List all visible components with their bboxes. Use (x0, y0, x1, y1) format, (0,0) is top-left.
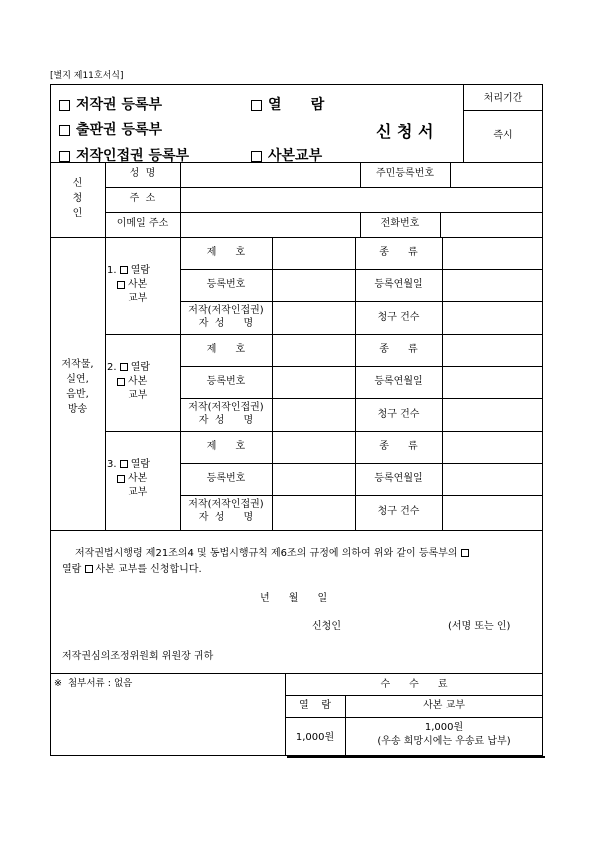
addressee: 저작권심의조정위원회 위원장 귀하 (62, 651, 214, 662)
title-view: 열 람 (251, 94, 324, 114)
work-kind-label: 종 류 (379, 247, 418, 258)
work-1-copy-checkbox[interactable] (117, 281, 125, 289)
title-copy-issuance: 사본교부 (251, 145, 322, 162)
email-label: 이메일 주소 (116, 218, 169, 229)
work-1-author-name-field[interactable] (273, 302, 354, 334)
email-field[interactable] (181, 213, 359, 236)
author-name-label: 저작(저작인접권) 자 성 명 (188, 402, 264, 426)
fee-copy-note: (우송 희망시에는 우송료 납부) (377, 736, 511, 747)
work-1-registration-number-field[interactable] (273, 270, 354, 300)
works-group-label: 저작물, 실연, 음반, 방송 (61, 359, 94, 415)
work-2-author-name-field[interactable] (273, 399, 354, 431)
registration-number-label: 등록번호 (206, 376, 246, 387)
sign-or-seal-label: (서명 또는 인) (448, 621, 511, 632)
work-2-copy-checkbox[interactable] (117, 378, 125, 386)
processing-period-value: 즉시 (493, 130, 513, 141)
request-count-label: 청구 건수 (377, 506, 420, 517)
resident-number-field[interactable] (451, 163, 542, 186)
title-publication-registry: 출판권 등록부 (59, 119, 162, 139)
work-1-title-field[interactable] (273, 238, 354, 268)
address-label: 주 소 (129, 193, 156, 204)
work-1-kind-field[interactable] (443, 238, 542, 268)
work-3-request-count-field[interactable] (443, 496, 542, 528)
work-3-copy-checkbox[interactable] (117, 475, 125, 483)
work-title-label: 제 호 (206, 344, 246, 355)
registration-date-label: 등록연월일 (374, 279, 423, 290)
work-kind-label: 종 류 (379, 441, 418, 452)
work-3-view-checkbox[interactable] (120, 460, 128, 468)
neighboring-rights-checkbox[interactable] (59, 151, 70, 162)
title-area (51, 86, 462, 162)
author-name-label: 저작(저작인접권) 자 성 명 (188, 499, 264, 523)
fee-view-column: 열 람 (298, 700, 332, 711)
work-3-title-field[interactable] (273, 432, 354, 462)
request-count-label: 청구 건수 (377, 312, 420, 323)
form-label: [별지 제11호서식] (50, 71, 124, 81)
fee-header: 수 수 료 (380, 679, 448, 690)
work-2-registration-number-field[interactable] (273, 367, 354, 397)
statement-line1: 저작권법시행령 제21조의4 및 동법시행규칙 제6조의 규정에 의하여 위와 같이 등록부의 (75, 548, 472, 560)
statement-view-checkbox[interactable] (461, 549, 469, 557)
work-1-request-count-field[interactable] (443, 302, 542, 334)
title-copyright-registry: 저작권 등록부 (59, 94, 162, 114)
work-title-label: 제 호 (206, 441, 246, 452)
statement-copy-checkbox[interactable] (85, 565, 93, 573)
work-request-type: 3. 열람 사본 교부 (107, 459, 151, 498)
registration-date-label: 등록연월일 (374, 376, 423, 387)
phone-label: 전화번호 (380, 218, 420, 229)
fee-box-shadow (287, 756, 545, 758)
processing-period-label: 처리기간 (483, 93, 523, 104)
work-3-author-name-field[interactable] (273, 496, 354, 528)
work-2-registration-date-field[interactable] (443, 367, 542, 397)
fee-copy-amount: 1,000원 (424, 722, 464, 733)
copy-issuance-checkbox[interactable] (251, 151, 262, 162)
resident-number-label: 주민등록번호 (376, 168, 434, 179)
work-kind-label: 종 류 (379, 344, 418, 355)
author-name-label: 저작(저작인접권) 자 성 명 (188, 305, 264, 329)
applicant-signature-label: 신청인 (312, 621, 341, 632)
address-field[interactable] (181, 188, 542, 211)
name-field[interactable] (181, 163, 359, 186)
request-count-label: 청구 건수 (377, 409, 420, 420)
fee-copy-column: 사본 교부 (423, 700, 465, 711)
view-checkbox[interactable] (251, 100, 262, 111)
work-2-view-checkbox[interactable] (120, 363, 128, 371)
name-label: 성 명 (129, 168, 156, 179)
attachments-note: ※ 첨부서류 : 없음 (54, 678, 133, 689)
registration-number-label: 등록번호 (206, 279, 246, 290)
date-line: 년 월 일 (260, 593, 328, 604)
work-3-registration-date-field[interactable] (443, 464, 542, 494)
work-2-request-count-field[interactable] (443, 399, 542, 431)
registration-number-label: 등록번호 (206, 473, 246, 484)
title-application-form: 신 청 서 (376, 122, 434, 141)
work-3-kind-field[interactable] (443, 432, 542, 462)
fee-view-amount: 1,000원 (295, 732, 335, 743)
statement-line2: 열람 사본 교부를 신청합니다. (62, 564, 202, 575)
work-request-type: 1. 열람 사본 교부 (107, 265, 151, 304)
work-1-view-checkbox[interactable] (120, 266, 128, 274)
registration-date-label: 등록연월일 (374, 473, 423, 484)
work-1-registration-date-field[interactable] (443, 270, 542, 300)
work-3-registration-number-field[interactable] (273, 464, 354, 494)
title-neighboring-rights-registry: 저작인접권 등록부 (59, 145, 189, 162)
copyright-registry-checkbox[interactable] (59, 100, 70, 111)
work-request-type: 2. 열람 사본 교부 (107, 362, 151, 401)
applicant-group-label: 신 청 인 (72, 178, 83, 219)
work-2-title-field[interactable] (273, 335, 354, 365)
publication-registry-checkbox[interactable] (59, 125, 70, 136)
phone-field[interactable] (441, 213, 542, 236)
work-title-label: 제 호 (206, 247, 246, 258)
work-2-kind-field[interactable] (443, 335, 542, 365)
